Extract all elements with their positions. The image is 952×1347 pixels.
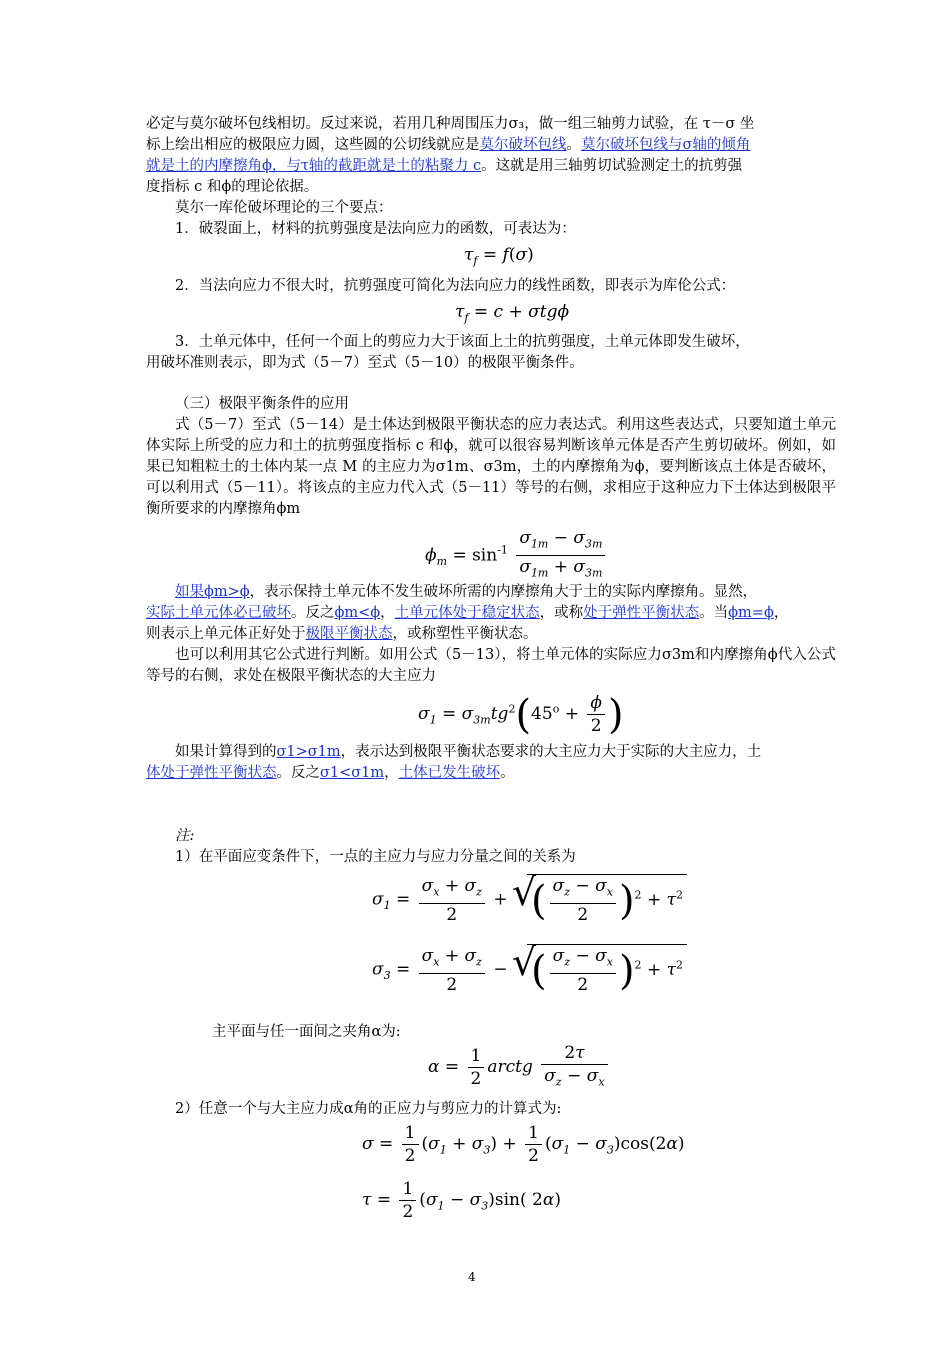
equation-principal-sigma-1: $\sigma_1$ = $\frac{\sigma_x + \sigma_z}{2}$ + √ ( $\frac{\sigma_z - \sigma_x}{2}$ )$^2 + \tau^2$ <box>372 874 687 926</box>
link-phi-m-greater[interactable]: 如果ϕm>ϕ <box>175 584 250 600</box>
three-points-heading: 莫尔一库伦破坏理论的三个要点： <box>175 200 393 216</box>
note-1: 1）在平面应变条件下，一点的主应力与应力分量之间的关系为 <box>175 849 576 865</box>
point-3: 3．土单元体中，任何一个面上的剪应力大于该面上土的抗剪强度，土单元体即发生破坏， 用破坏准则表示，即为式（5－7）至式（5－10）的极限平衡条件。 <box>146 334 750 371</box>
paragraph-application: 式（5－7）至式（5－14）是土体达到极限平衡状态的应力表达式。利用这些表达式，只要知道土单元体实际上所受的应力和土的抗剪强度指标 c 和ϕ，就可以很容易判断该单元体是否产生剪切破坏。例如，如果已知粗粒土的土体内某一点 M 的主应力为σ1m、σ3m，土的内摩擦角为ϕ，要判断该点土体是否破坏，可以利用式（5－11）。将该点的主应力代入式（5－11）等号的右侧，求相应于这种应力下土体达到极限平衡所要求的内摩擦角ϕm <box>146 417 836 517</box>
equation-sigma-1: $\sigma_1 = \sigma_{3m}tg^2(45^o$ + $\frac{\phi}{2}$ ) <box>418 691 624 738</box>
point-2: 2．当法向应力不很大时，抗剪强度可简化为法向应力的线性函数，即表示为库伦公式： <box>175 278 736 294</box>
note-2: 2）任意一个与大主应力成α角的正应力与剪应力的计算式为: <box>175 1101 562 1117</box>
equation-normal-stress: σ = $\frac{1}{2}$ $(\sigma_1 + \sigma_3)$ + $\frac{1}{2}$ $(\sigma_1 - \sigma_3)\cos(2\alpha)$ <box>362 1123 685 1166</box>
link-already-failed[interactable]: 实际土单元体必已破坏 <box>146 605 291 621</box>
link-mohr-envelope[interactable]: 莫尔破坏包线 <box>479 137 567 153</box>
paragraph-other-formula: 也可以利用其它公式进行判断。如用公式（5－13），将土单元体的实际应力σ3m和内摩擦角ϕ代入公式等号的右侧，求处在极限平衡状态的大主应力 <box>146 647 836 684</box>
link-soil-elastic[interactable]: 体处于弹性平衡状态 <box>146 765 277 781</box>
equation-alpha: α = $\frac{1}{2}$ arctg $\frac{2\tau}{\sigma_z - \sigma_x}$ <box>428 1042 611 1093</box>
page-number: 4 <box>468 1270 476 1284</box>
point-1: 1．破裂面上，材料的抗剪强度是法向应力的函数，可表达为： <box>175 221 576 237</box>
link-limit-equilibrium[interactable]: 极限平衡状态 <box>305 626 393 642</box>
note-angle: 主平面与任一面间之夹角α为: <box>212 1024 401 1040</box>
link-sigma1-greater[interactable]: σ1>σ1m <box>276 744 341 760</box>
link-stable-state[interactable]: 土单元体处于稳定状态 <box>394 605 540 621</box>
note-label: 注: <box>175 828 195 844</box>
equation-shear-stress: τ = $\frac{1}{2}$ $(\sigma_1 - \sigma_3)\sin$( 2α) <box>362 1179 561 1222</box>
link-elastic-state[interactable]: 处于弹性平衡状态 <box>583 605 700 621</box>
paragraph-sigma-compare: 如果计算得到的σ1>σ1m，表示达到极限平衡状态要求的大主应力大于实际的大主应力，土 体处于弹性平衡状态。反之σ1<σ1m，土体已发生破坏。 <box>146 744 762 781</box>
link-phi-m-less[interactable]: ϕm<ϕ <box>334 605 381 621</box>
equation-phi-m: $\phi_m = \sin^{-1}$ $\frac{\sigma_{1m} - \sigma_{3m}}{\sigma_{1m} + \sigma_{3m}}$ <box>425 527 608 585</box>
equation-coulomb: $\tau_f = c + \sigma tg\phi$ <box>455 302 570 325</box>
link-sigma1-less[interactable]: σ1<σ1m <box>320 765 385 781</box>
paragraph-judgement: 如果ϕm>ϕ，表示保持土单元体不发生破坏所需的内摩擦角大于土的实际内摩擦角。显然， 实际土单元体必已破坏。反之ϕm<ϕ，土单元体处于稳定状态，或称处于弹性平衡状态。当ϕm=ϕ， 则表示上单元体正好处于极限平衡状态，或称塑性平衡状态。 <box>146 584 789 642</box>
link-friction-cohesion[interactable]: 就是土的内摩擦角ϕ，与τ轴的截距就是土的粘聚力 c <box>146 158 482 174</box>
equation-tau-f-sigma: $\tau_f = f(\sigma)$ <box>464 245 534 268</box>
section-three-title: （三）极限平衡条件的应用 <box>175 396 349 412</box>
link-soil-failed[interactable]: 土体已发生破坏 <box>398 765 501 781</box>
link-envelope-angle[interactable]: 莫尔破坏包线与σ轴的倾角 <box>581 137 751 153</box>
equation-principal-sigma-3: $\sigma_3$ = $\frac{\sigma_x + \sigma_z}{2}$ − √ ( $\frac{\sigma_z - \sigma_x}{2}$ )$^2 + \tau^2$ <box>372 944 687 996</box>
link-phi-m-equal[interactable]: ϕm=ϕ <box>728 605 774 621</box>
paragraph-mohr: 必定与莫尔破坏包线相切。反过来说，若用几种周围压力σ₃，做一组三轴剪力试验，在 τ－σ 坐 标上绘出相应的极限应力圆，这些圆的公切线就应是莫尔破坏包线。莫尔破坏包线与σ轴的倾角 就是土的内摩擦角ϕ，与τ轴的截距就是土的粘聚力 c。这就是用三轴剪切试验测定土的抗剪强 度指标 c 和ϕ的理论依据。 <box>146 116 755 195</box>
